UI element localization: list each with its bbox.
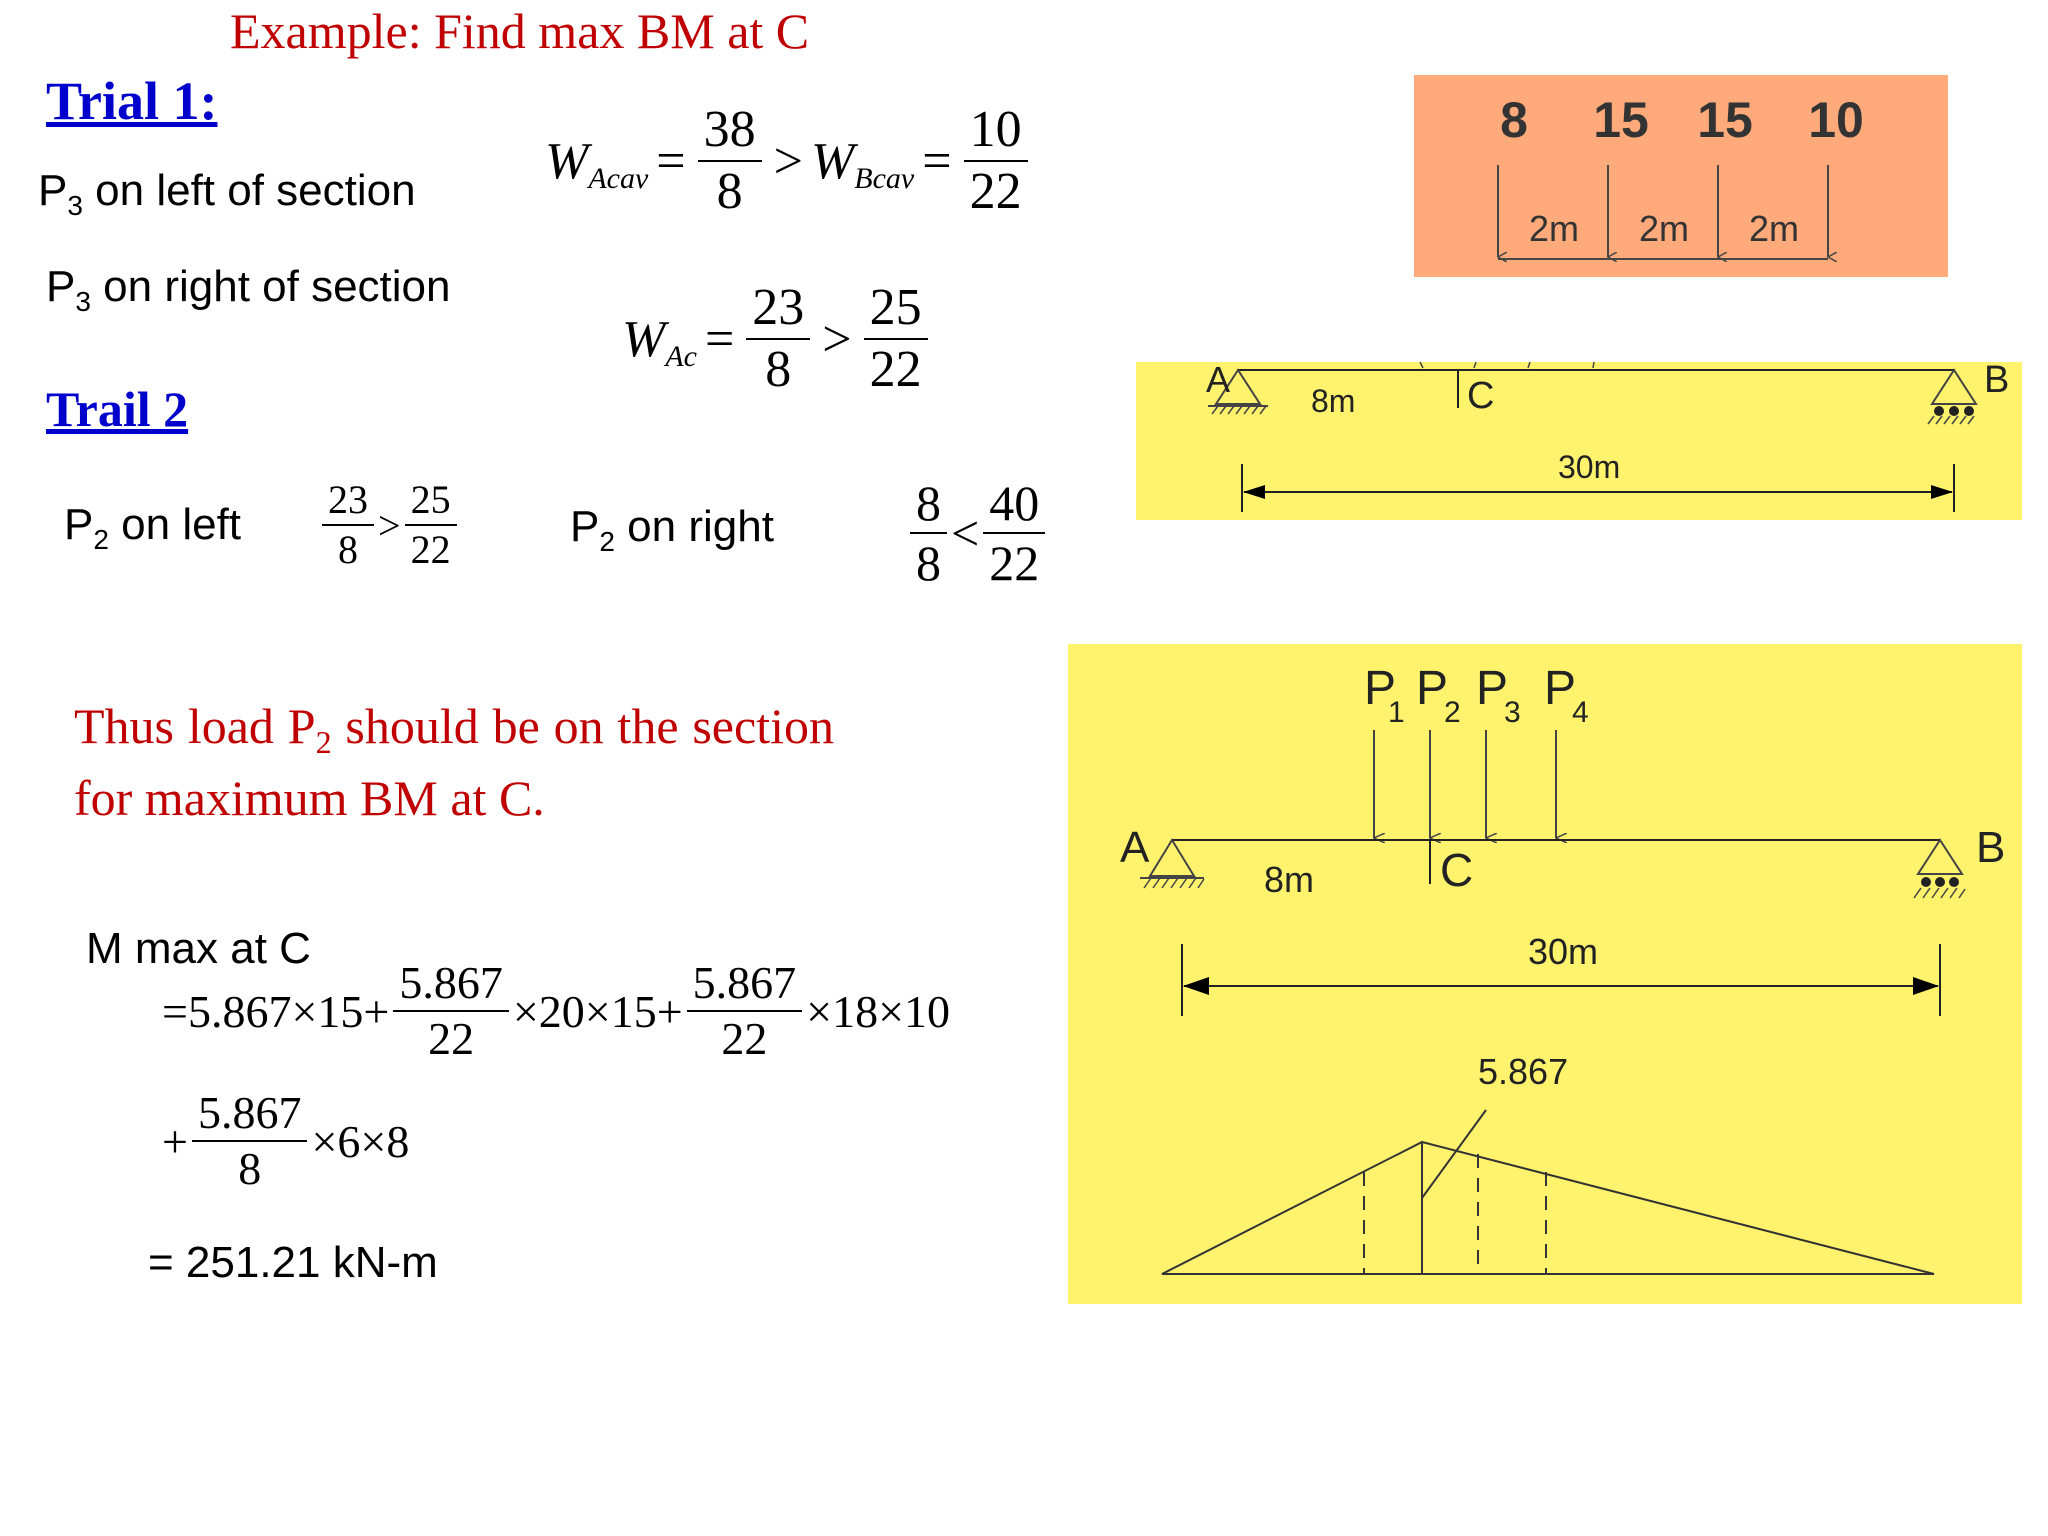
- numerator: 23: [746, 282, 810, 340]
- beam-diagram-2: [1068, 644, 2022, 1304]
- numerator: 40: [983, 478, 1045, 534]
- roller-wheel: [1921, 877, 1931, 887]
- p-subscript: 2: [93, 524, 109, 555]
- mmax-line2: [162, 1087, 410, 1194]
- fraction-25-22: [864, 279, 928, 398]
- fraction-23-8: [746, 279, 810, 398]
- fraction-40-22: [983, 475, 1045, 591]
- p-subscript: 3: [67, 190, 83, 221]
- trial2-heading: Trail 2: [46, 381, 189, 437]
- beam1-label-c: C: [1467, 375, 1495, 417]
- p-subscript: 3: [75, 286, 91, 317]
- trial1-left-text: [38, 166, 416, 222]
- denominator: 22: [969, 163, 1022, 220]
- trial2-left-comparison: [318, 477, 461, 572]
- trial1-left-rest: on left of section: [82, 166, 416, 215]
- fraction-25-22: [405, 477, 457, 572]
- trial1-right-rest: on right of section: [90, 262, 451, 311]
- p-letter: P: [64, 500, 94, 549]
- less-sign: <: [951, 505, 980, 561]
- beam2-label-c: C: [1440, 844, 1474, 896]
- roller-wheel: [1935, 877, 1945, 887]
- load-value-4: 10: [1808, 92, 1864, 148]
- p-letter: P: [1416, 662, 1449, 715]
- beam2-label-a: A: [1120, 823, 1150, 872]
- numerator: 38: [698, 104, 762, 162]
- w-symbol: W: [545, 132, 589, 190]
- beam2-span-label: 30m: [1528, 931, 1599, 972]
- load-system-diagram: [1414, 75, 1948, 277]
- load-value-3: 15: [1697, 92, 1753, 148]
- beam2-label-b: B: [1976, 823, 2006, 872]
- denominator: 8: [716, 163, 743, 220]
- w-symbol: W: [810, 132, 855, 190]
- roller-wheel: [1949, 406, 1959, 416]
- greater-sign: >: [378, 502, 401, 548]
- fraction-23-8: [322, 477, 374, 572]
- equals-sign: =: [656, 132, 686, 190]
- numerator: 8: [910, 478, 947, 534]
- p-letter: P: [46, 262, 76, 311]
- beam1-span-label: 30m: [1558, 449, 1621, 485]
- trial1-right-text: [46, 262, 450, 318]
- p-letter: P: [1364, 662, 1397, 715]
- p-subscript: 1: [1388, 696, 1405, 729]
- load-arrow-tip: [1593, 362, 1594, 368]
- mmax-line1: [162, 957, 951, 1064]
- trial2-left-rest: on left: [108, 500, 242, 549]
- beam2-distance-ac: 8m: [1264, 859, 1315, 900]
- denominator: 22: [410, 527, 451, 572]
- numerator: 25: [405, 480, 457, 526]
- denominator: 22: [869, 341, 922, 398]
- plus-sign: +: [162, 1115, 188, 1167]
- conclusion-text: [74, 690, 834, 834]
- fraction-10-22: [964, 101, 1028, 220]
- denominator: 8: [916, 535, 941, 591]
- numerator: 5.867: [687, 960, 803, 1012]
- trial1-equation-right: [622, 279, 932, 398]
- beam1-background: [1136, 362, 2022, 520]
- ild-peak-value: 5.867: [1478, 1051, 1569, 1092]
- mmax-term4: ×6×8: [311, 1115, 410, 1167]
- denominator: 8: [338, 527, 358, 572]
- fraction-38-8: [698, 101, 762, 220]
- p-letter: P: [1476, 662, 1509, 715]
- p-letter: P: [570, 502, 600, 551]
- mmax-result: = 251.21 kN-m: [148, 1238, 438, 1287]
- numerator: 5.867: [192, 1090, 308, 1142]
- denominator: 22: [721, 1013, 768, 1064]
- p-subscript: 4: [1572, 696, 1589, 729]
- p-subscript: 3: [1504, 696, 1521, 729]
- fraction-8-8: [910, 475, 947, 591]
- greater-sign: >: [822, 310, 852, 368]
- trial2-right-rest: on right: [614, 502, 774, 551]
- beam-diagram-1: [1136, 362, 2022, 520]
- roller-wheel: [1934, 406, 1944, 416]
- beam1-label-a: A: [1206, 362, 1231, 400]
- numerator: 25: [864, 282, 928, 340]
- denominator: 22: [428, 1013, 475, 1064]
- equals-sign: =: [922, 132, 952, 190]
- denominator: 8: [765, 341, 792, 398]
- spacing-label-3: 2m: [1748, 208, 1800, 249]
- roller-wheel: [1964, 406, 1974, 416]
- p-subscript: 2: [1444, 696, 1461, 729]
- denominator: 8: [238, 1143, 262, 1194]
- p-letter: P: [38, 166, 68, 215]
- conclusion-part2: should be on the section for maximum BM at C.: [74, 698, 834, 826]
- trial1-equation-left: [545, 101, 1032, 220]
- w-symbol: W: [622, 310, 666, 368]
- mmax-term1: =5.867×15+: [162, 985, 390, 1037]
- trial2-right-comparison: [906, 475, 1049, 591]
- load-value-1: 8: [1500, 92, 1528, 148]
- beam1-distance-ac: 8m: [1311, 383, 1356, 419]
- trial1-heading: Trial 1:: [46, 71, 218, 131]
- fraction-5867-22: [687, 957, 803, 1064]
- page-title: Example: Find max BM at C: [230, 3, 810, 59]
- w-subscript: Ac: [665, 340, 697, 373]
- mmax-label: M max at C: [86, 924, 311, 973]
- p-letter: P: [1544, 662, 1577, 715]
- spacing-label-2: 2m: [1638, 208, 1690, 249]
- w-subscript: Bcav: [854, 162, 915, 195]
- fraction-5867-22: [393, 957, 509, 1064]
- denominator: 22: [989, 535, 1040, 591]
- spacing-label-1: 2m: [1528, 208, 1580, 249]
- greater-sign: >: [773, 132, 803, 190]
- w-subscript: Acav: [588, 162, 649, 195]
- numerator: 10: [964, 104, 1028, 162]
- conclusion-subscript: 2: [315, 724, 332, 760]
- mmax-term2: ×20×15+: [512, 985, 683, 1037]
- conclusion-part1: Thus load P: [74, 698, 316, 754]
- numerator: 5.867: [393, 960, 509, 1012]
- roller-wheel: [1949, 877, 1959, 887]
- p-subscript: 2: [599, 526, 615, 557]
- equals-sign: =: [704, 310, 735, 368]
- mmax-term3: ×18×10: [806, 985, 951, 1037]
- load-value-2: 15: [1593, 92, 1649, 148]
- numerator: 23: [322, 480, 374, 526]
- beam1-label-b: B: [1984, 362, 2010, 401]
- trial2-left-text: [64, 500, 241, 556]
- trial2-right-text: [570, 502, 774, 558]
- fraction-5867-8: [192, 1087, 308, 1194]
